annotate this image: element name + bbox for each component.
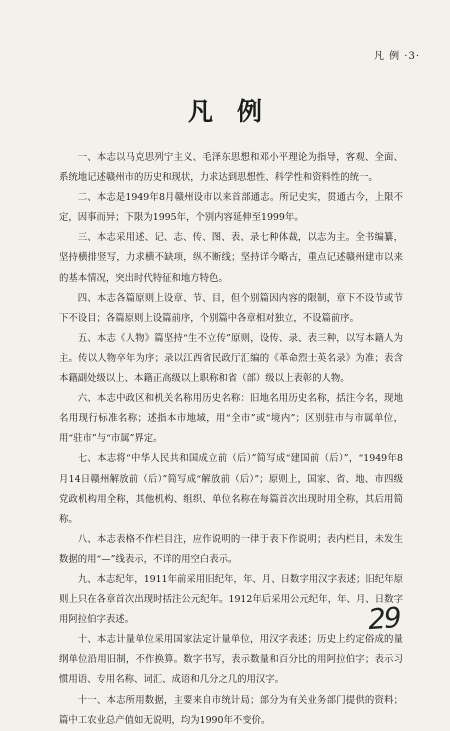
paragraph-4: 四、本志各篇原则上设章、节、目，但个别篇因内容的限制，章下不设节或节下不设目；各篇原则上设篇前序，个别篇中各章相对独立，不设篇前序。 <box>59 292 403 324</box>
paragraph-10: 十、本志计量单位采用国家法定计量单位，用汉字表述；历史上约定俗成的量纲单位沿用旧制，不作换算。数字书写，表示数量和百分比的用阿拉伯字；表示习惯用语、专用名称、词汇、成语和几分之几的用汉字。 <box>59 634 403 686</box>
body-text <box>59 148 403 731</box>
paragraph-5: 五、本志《人物》篇坚持“生不立传”原则，设传、录、表三种，以写本籍人为主。传以人物卒年为序；录以江西省民政厅汇编的《革命烈士英名录》为准；表含本籍副处级以上、本籍正高级以上职称和省（部）级以上表彰的人物。 <box>59 332 403 385</box>
paragraph-9: 九、本志纪年，1911年前采用旧纪年，年、月、日数字用汉字表述；旧纪年原则上只在各章首次出现时括注公元纪年。1912年后采用公元纪年，年、月、日数字用阿拉伯字表述。 <box>59 573 403 626</box>
page-title: 凡例 <box>187 97 286 126</box>
running-header: 凡 例 ·3· <box>373 51 420 62</box>
paragraph-8: 八、本志表格不作栏目注，应作说明的一律于表下作说明；表内栏目，未发生数据的用“—”线表示，不详的用空白表示。 <box>59 533 403 565</box>
handwritten-page-mark: 29 <box>366 600 401 637</box>
paragraph-11: 十一、本志所用数据，主要来自市统计局；部分为有关业务部门提供的资料；篇中工农业总产值如无说明，均为1990年不变价。 <box>59 694 403 726</box>
paragraph-3: 三、本志采用述、记、志、传、图、表、录七种体裁，以志为主。全书编纂，坚持横排竖写，力求横不缺项，纵不断线；坚持详今略古，重点记述赣州建市以来的基本情况，突出时代特征和地方特色。 <box>59 232 403 284</box>
paragraph-2: 二、本志是1949年8月赣州设市以来首部通志。所记史实，贯通古今，上限不定，因事而异；下限为1995年，个别内容延伸至1999年。 <box>59 192 403 224</box>
paragraph-6: 六、本志中政区和机关名称用历史名称：旧地名用历史名称，括注今名，现地名用现行标准名称；述指本市地域，用“全市”或“境内”；区别驻市与市属单位，用“驻市”与“市属”界定。 <box>59 393 403 445</box>
paragraph-7: 七、本志将“中华人民共和国成立前（后）”简写成“建国前（后）”，“1949年8月14日赣州解放前（后）”简写成“解放前（后）”；原则上，国家、省、地、市四级党政机构用全称，其他机构、组织、单位名称在每篇首次出现时用全称，其后用简称。 <box>59 453 403 525</box>
paragraph-1: 一、本志以马克思列宁主义、毛泽东思想和邓小平理论为指导，客观、全面、系统地记述赣州市的历史和现状，力求达到思想性、科学性和资料性的统一。 <box>59 152 403 184</box>
